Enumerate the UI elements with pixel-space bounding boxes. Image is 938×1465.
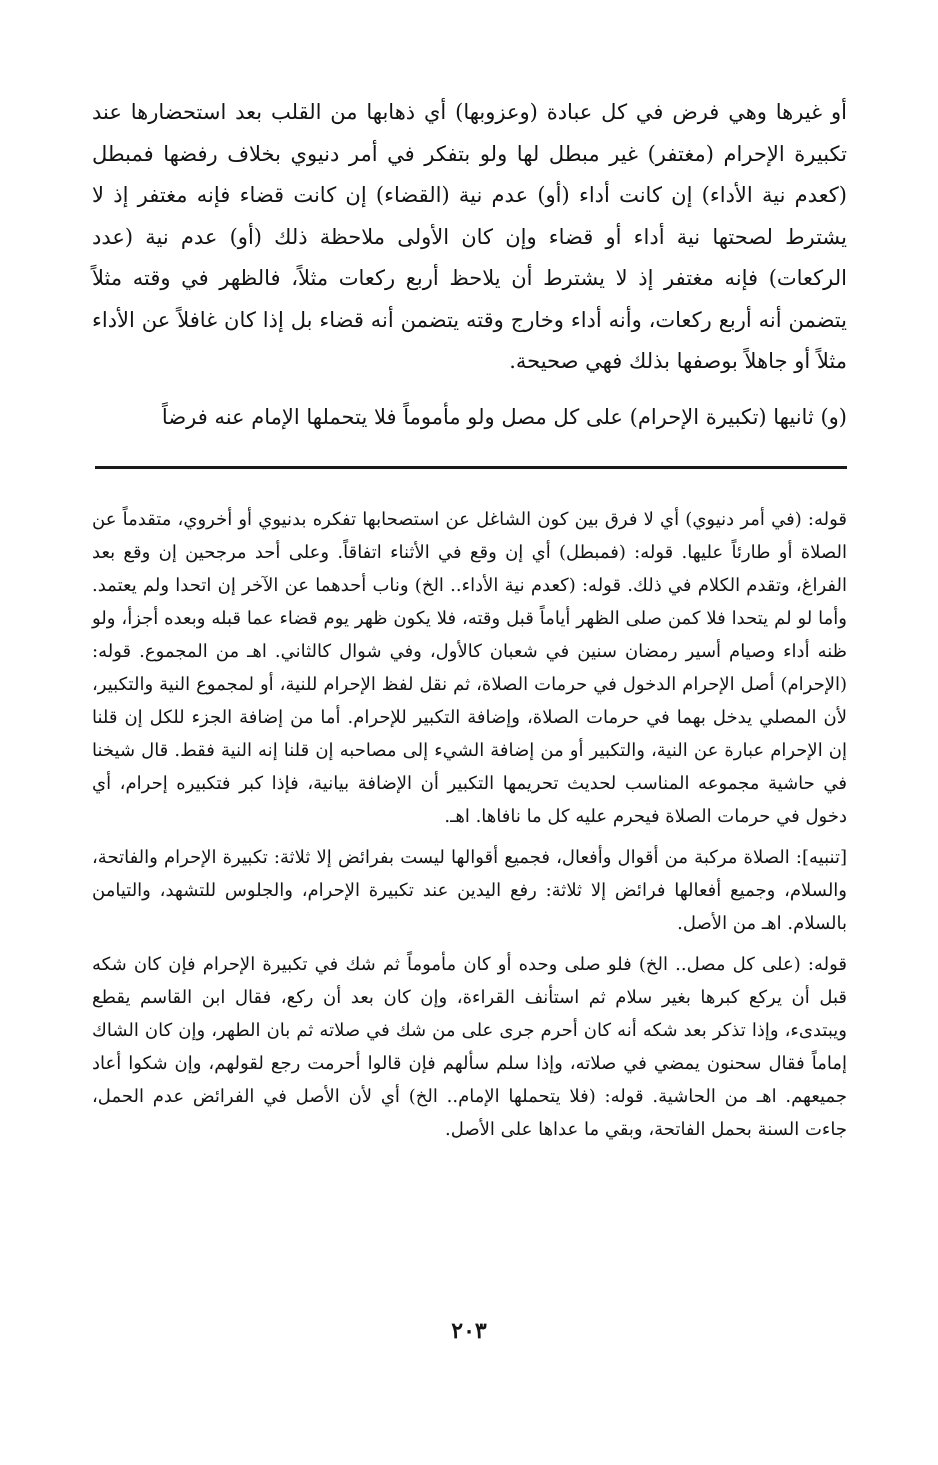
footnote-paragraph: [تنبيه]: الصلاة مركبة من أقوال وأفعال، فجميع أقوالها ليست بفرائض إلا ثلاثة: تكبيرة الإحرام والفاتحة، والسلام، وجميع أفعالها فرائض إلا ثلاثة: رفع اليدين عند تكبيرة الإحرام، والجلوس للتشهد، والتيامن بالسلام. اهـ من الأصل. (92, 847, 847, 934)
footnote-paragraph: قوله: (في أمر دنيوي) أي لا فرق بين كون الشاغل عن استصحابها تفكره بدنيوي أو أخروي، متقدماً عن الصلاة أو طارئاً عليها. قوله: (فمبطل) أي إن وقع في الأثناء اتفاقاً. وعلى أحد مرجحين إن وقع بعد الفراغ، وتقدم الكلام في ذلك. قوله: (كعدم نية الأداء.. الخ) وناب أحدهما عن الآخر إن اتحدا ولم يعتمد. وأما لو لم يتحدا فلا كمن صلى الظهر أياماً قبل وقته، فلا يكون ظهر يوم قضاء عما قبله وبعده أجزأ، ولو ظنه أداء وصيام أسير رمضان سنين في شعبان كالأول، وفي شوال كالثاني. اهـ من المجموع. قوله: (الإحرام) أصل الإحرام الدخول في حرمات الصلاة، ثم نقل لفظ الإحرام للنية، أو لمجموع النية والتكبير، لأن المصلي يدخل بهما في حرمات الصلاة، وإضافة التكبير للإحرام. أما من إضافة الجزء للكل إن قلنا إن الإحرام عبارة عن النية، والتكبير أو من إضافة الشيء إلى مصاحبه إن قلنا إنه النية فقط. قال شيخنا في حاشية مجموعه المناسب لحديث تحريمها التكبير أن الإضافة بيانية، فإذا كبر فتكبيره إحرام، أي دخول في حرمات الصلاة فيحرم عليه كل ما نافاها. اهـ. (92, 509, 847, 827)
main-paragraph: (و) ثانيها (تكبيرة الإحرام) على كل مصل ولو مأموماً فلا يتحملها الإمام عنه فرضاً (161, 404, 847, 429)
main-paragraph: أو غيرها وهي فرض في كل عبادة (وعزوبها) أي ذهابها من القلب بعد استحضارها عند تكبيرة الإحرام (مغتفر) غير مبطل لها ولو بتفكر في أمر دنيوي بخلاف رفضها فمبطل (كعدم نية الأداء) إن كانت أداء (أو) عدم نية (القضاء) إن كانت قضاء فإنه مغتفر إذ لا يشترط لصحتها نية أداء أو قضاء وإن كان الأولى ملاحظة ذلك (أو) عدم نية (عدد الركعات) فإنه مغتفر إذ لا يشترط أن يلاحظ أربع ركعات مثلاً، فالظهر في وقته مثلاً يتضمن أنه أربع ركعات، وأنه أداء وخارج وقته يتضمن أنه قضاء بل إذا كان غافلاً عن الأداء مثلاً أو جاهلاً بوصفها بذلك فهي صحيحة. (92, 100, 847, 373)
footnote-paragraph: قوله: (على كل مصل.. الخ) فلو صلى وحده أو كان مأموماً ثم شك في تكبيرة الإحرام فإن كان شكه قبل أن يركع كبرها بغير سلام ثم استأنف القراءة، وإن كان بعد أن ركع، فقال ابن القاسم يقطع ويبتدىء، وإذا تذكر بعد شكه أنه كان أحرم جرى على من شك في صلاته ثم بان الطهر، وإن كان الشاك إماماً فقال سحنون يمضي في صلاته، وإذا سلم سألهم فإن قالوا أحرمت رجع لقولهم، وإن شكوا أعاد جميعهم. اهـ من الحاشية. قوله: (فلا يتحملها الإمام.. الخ) أي لأن الأصل في الفرائض عدم الحمل، جاءت السنة بحمل الفاتحة، وبقي ما عداها على الأصل. (92, 954, 847, 1140)
footnote-divider (95, 466, 847, 469)
page-number: ٢٠٣ (451, 1318, 487, 1344)
main-text (92, 92, 847, 438)
footnotes (92, 503, 847, 1146)
